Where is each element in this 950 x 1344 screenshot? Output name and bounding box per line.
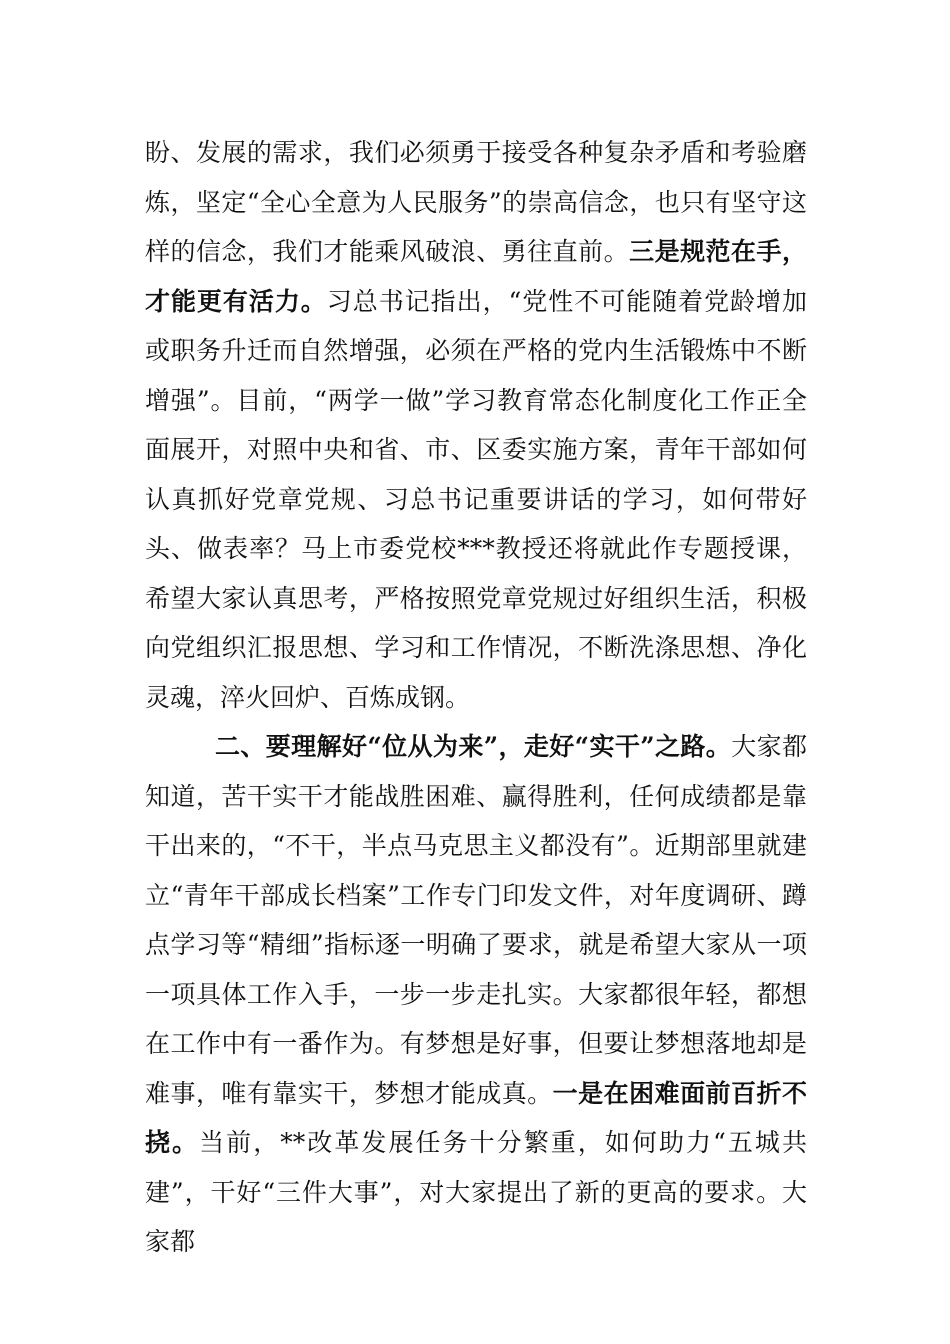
document-body <box>145 128 807 1267</box>
paragraph-1-heading-three: 三是规范在手，才能更有活力。 <box>145 237 807 316</box>
paragraph-2-heading-one: 一是在困难面前百折不挠。 <box>145 1078 807 1157</box>
paragraph-2-text-continued: 当前，**改革发展任务十分繁重，如何助力“五城共建”，干好“三件大事”，对大家提出了新的更高的要求。大家都 <box>145 1128 807 1256</box>
paragraph-2 <box>145 722 807 1267</box>
paragraph-1-text: 盼、发展的需求，我们必须勇于接受各种复杂矛盾和考验磨炼，坚定“全心全意为人民服务”的崇高信念，也只有坚守这样的信念，我们才能乘风破浪、勇往直前。 <box>145 138 807 266</box>
paragraph-2-text: 大家都知道，苦干实干才能战胜困难、赢得胜利，任何成绩都是靠干出来的，“不干，半点马克思主义都没有”。近期部里就建立“青年干部成长档案”工作专门印发文件，对年度调研、蹲点学习等“精细”指标逐一明确了要求，就是希望大家从一项一项具体工作入手，一步一步走扎实。大家都很年轻，都想在工作中有一番作为。有梦想是好事，但要让梦想落地却是难事，唯有靠实干，梦想才能成真。 <box>145 732 807 1108</box>
paragraph-1-text-continued: 习总书记指出，“党性不可能随着党龄增加或职务升迁而自然增强，必须在严格的党内生活锻炼中不断增强”。目前，“两学一做”学习教育常态化制度化工作正全面展开，对照中央和省、市、区委实施方案，青年干部如何认真抓好党章党规、习总书记重要讲话的学习，如何带好头、做表率？马上市委党校***教授还将就此作专题授课，希望大家认真思考，严格按照党章党规过好组织生活，积极向党组织汇报思想、学习和工作情况，不断洗涤思想、净化灵魂，淬火回炉、百炼成钢。 <box>145 286 807 712</box>
paragraph-1 <box>145 128 807 722</box>
section-two-heading: 二、要理解好“位从为来”，走好“实干”之路。 <box>215 732 732 761</box>
